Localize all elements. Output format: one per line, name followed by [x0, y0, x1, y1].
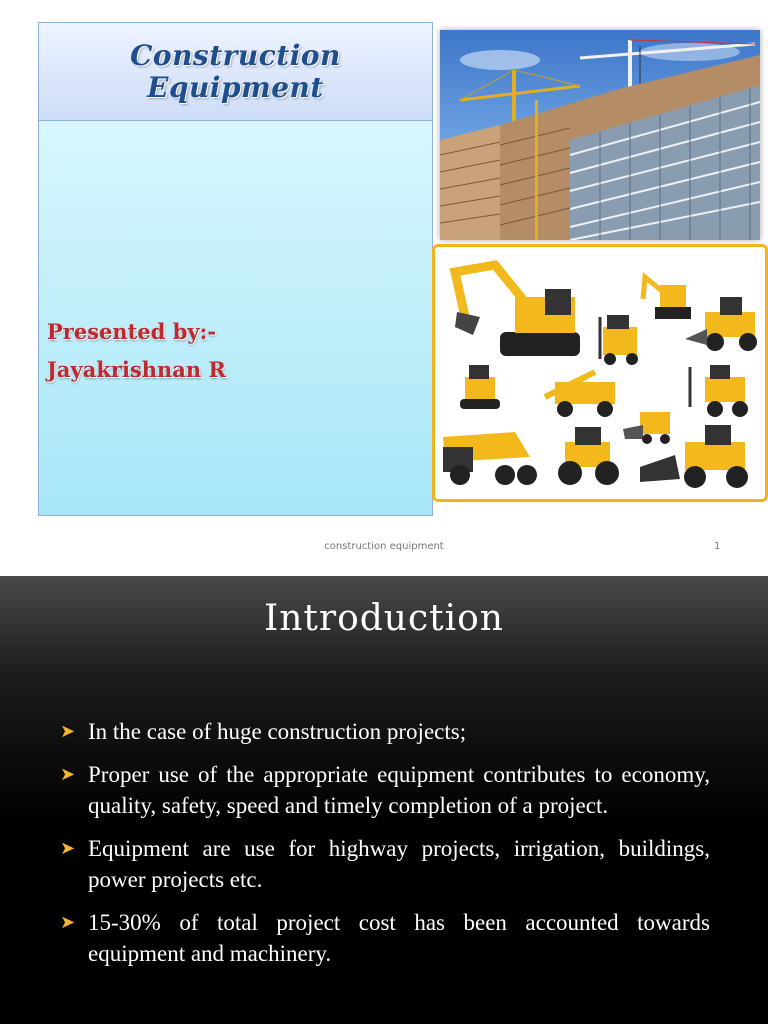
- backhoe-loader-icon: [685, 297, 757, 351]
- arrow-bullet-icon: ➤: [60, 721, 76, 742]
- excavator-icon: [455, 265, 580, 356]
- footer-label: construction equipment: [324, 541, 444, 552]
- arrow-bullet-icon: ➤: [60, 764, 76, 785]
- bullet-item: [60, 759, 710, 821]
- building-construction-image: [440, 30, 760, 240]
- slide-footer: [0, 541, 768, 557]
- presenter-label: Presented by:-: [47, 319, 217, 344]
- bullet-item: [60, 833, 710, 895]
- intro-title: Introduction: [264, 598, 504, 639]
- telehandler-icon: [545, 372, 615, 417]
- bullet-list: [60, 716, 710, 981]
- bullet-text: Proper use of the appropriate equipment contributes to economy, quality, safety, speed and timely completion of a project.: [88, 762, 710, 818]
- page-number: 1: [714, 541, 721, 552]
- introduction-slide: [0, 576, 768, 1024]
- bullet-item: [60, 716, 710, 747]
- rough-terrain-forklift-icon: [690, 365, 748, 417]
- arrow-bullet-icon: ➤: [60, 838, 76, 859]
- bullet-text: 15-30% of total project cost has been accounted towards equipment and machinery.: [88, 910, 710, 966]
- mini-excavator-icon: [643, 277, 691, 319]
- presenter-block: [47, 313, 226, 389]
- construction-machinery-image: [435, 247, 765, 499]
- title-card: [38, 22, 433, 516]
- bullet-text: In the case of huge construction projects;: [88, 719, 467, 744]
- wheel-loader-icon: [640, 425, 748, 488]
- forklift-icon: [600, 315, 638, 365]
- slide-title: Construction Equipment: [130, 38, 341, 104]
- bullet-item: [60, 907, 710, 969]
- skid-steer-icon: [623, 412, 670, 444]
- equipment-photo: [432, 244, 768, 502]
- presenter-name: Jayakrishnan R: [47, 357, 226, 382]
- roller-icon: [460, 365, 500, 409]
- bullet-text: Equipment are use for highway projects, irrigation, buildings, power projects etc.: [88, 836, 710, 892]
- tractor-icon: [558, 427, 619, 485]
- building-photo: [440, 30, 760, 240]
- arrow-bullet-icon: ➤: [60, 912, 76, 933]
- title-band: [39, 23, 432, 121]
- dump-truck-icon: [443, 432, 537, 485]
